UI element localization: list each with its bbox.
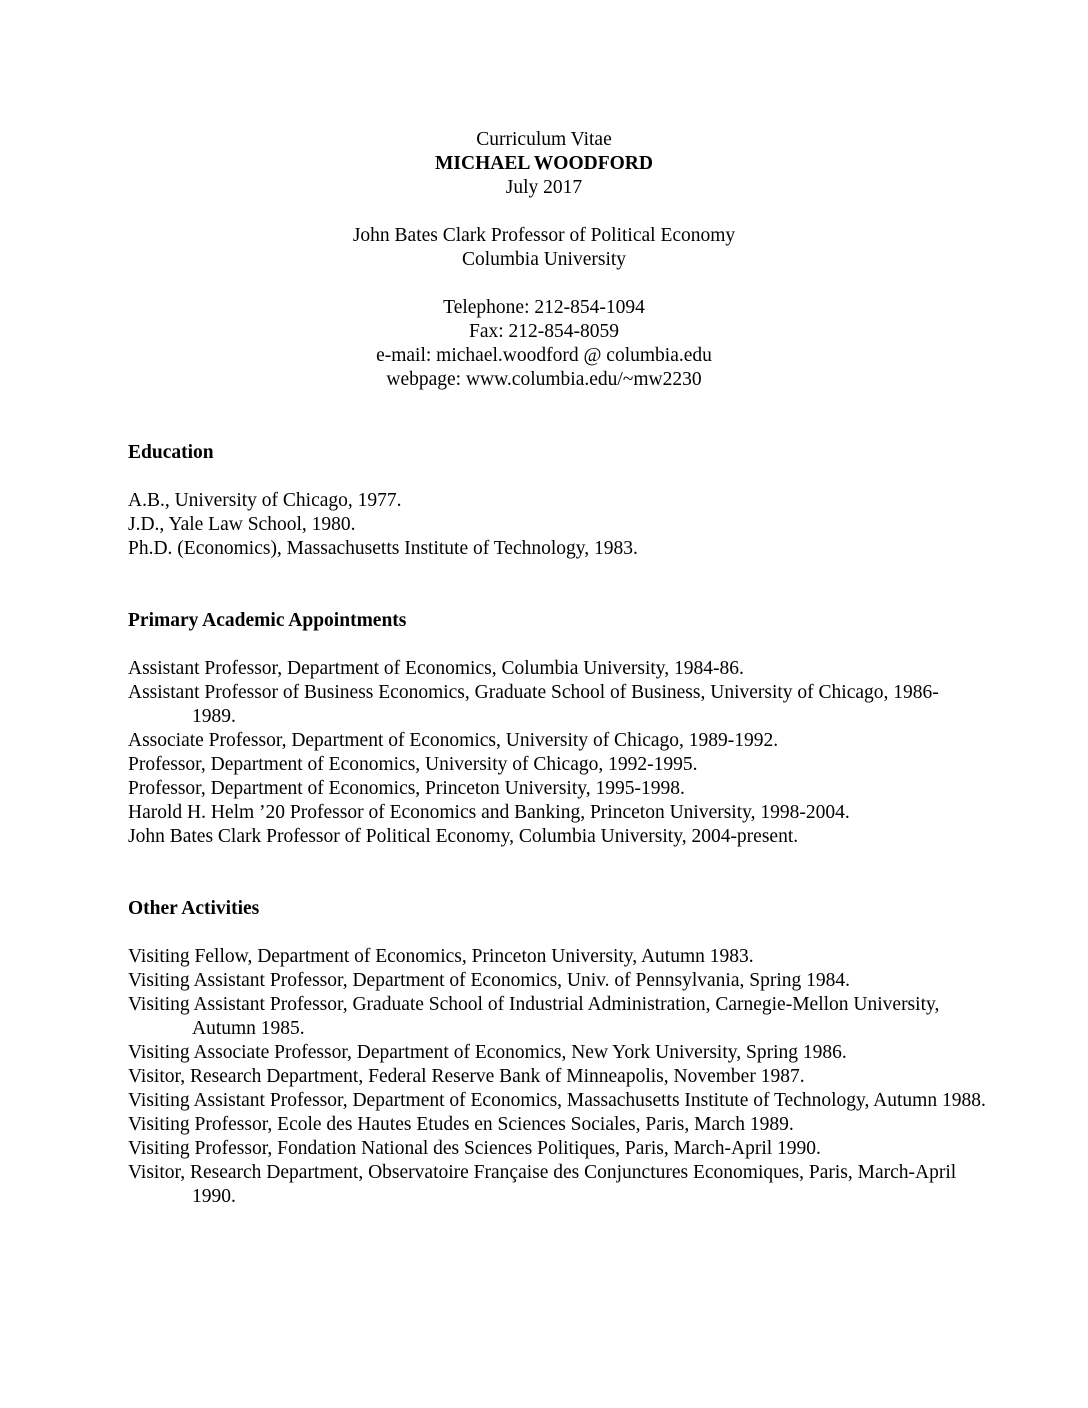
activity-item: Visiting Associate Professor, Department of Economics, New York University, Spring 1986. [128,1042,847,1063]
cv-header [0,128,1088,392]
activity-item: Visitor, Research Department, Observatoire Française des Conjunctures Economiques, Paris, March-April 1990. [128,1162,957,1207]
activities-list [128,945,1028,1209]
appointment-item: Assistant Professor of Business Economics, Graduate School of Business, University of Chicago, 1986-1989. [128,682,939,727]
appointments-section [128,609,1028,849]
activity-item: Visiting Professor, Fondation National des Sciences Politiques, Paris, March-April 1990. [128,1138,821,1159]
appointment-item: Assistant Professor, Department of Economics, Columbia University, 1984-86. [128,658,744,679]
education-heading: Education [128,442,214,463]
activity-item: Visiting Professor, Ecole des Hautes Etudes en Sciences Sociales, Paris, March 1989. [128,1114,794,1135]
appointments-list [128,657,1028,849]
education-item: J.D., Yale Law School, 1980. [128,514,356,535]
person-name: MICHAEL WOODFORD [435,153,653,174]
appointment-item: Harold H. Helm ’20 Professor of Economics and Banking, Princeton University, 1998-2004. [128,802,850,823]
fax-line: Fax: 212-854-8059 [468,321,620,342]
document-date: July 2017 [505,177,583,198]
activity-item: Visitor, Research Department, Federal Reserve Bank of Minneapolis, November 1987. [128,1066,805,1087]
appointment-item: Professor, Department of Economics, Princeton University, 1995-1998. [128,778,685,799]
education-section [128,441,1028,561]
activity-item: Visiting Assistant Professor, Department of Economics, Massachusetts Institute of Technology, Autumn 1988. [128,1090,986,1111]
institution-name: Columbia University [461,249,627,270]
document-title: Curriculum Vitae [476,129,612,150]
activity-item: Visiting Assistant Professor, Graduate School of Industrial Administration, Carnegie-Mellon University, Autumn 1985. [128,994,940,1039]
education-item: A.B., University of Chicago, 1977. [128,490,402,511]
education-item: Ph.D. (Economics), Massachusetts Institute of Technology, 1983. [128,538,638,559]
email-line: e-mail: michael.woodford @ columbia.edu [376,345,712,366]
position-title: John Bates Clark Professor of Political Economy [352,225,736,246]
appointment-item: Professor, Department of Economics, University of Chicago, 1992-1995. [128,754,698,775]
activity-item: Visiting Assistant Professor, Department of Economics, Univ. of Pennsylvania, Spring 1984. [128,970,851,991]
telephone-line: Telephone: 212-854-1094 [443,297,645,318]
appointments-heading: Primary Academic Appointments [128,610,407,631]
appointment-item: John Bates Clark Professor of Political Economy, Columbia University, 2004-present. [128,826,799,847]
activities-section [128,897,1028,1209]
activities-heading: Other Activities [128,898,260,919]
education-list [128,489,1028,561]
appointment-item: Associate Professor, Department of Economics, University of Chicago, 1989-1992. [128,730,779,751]
webpage-line: webpage: www.columbia.edu/~mw2230 [386,369,702,390]
activity-item: Visiting Fellow, Department of Economics, Princeton University, Autumn 1983. [128,946,754,967]
